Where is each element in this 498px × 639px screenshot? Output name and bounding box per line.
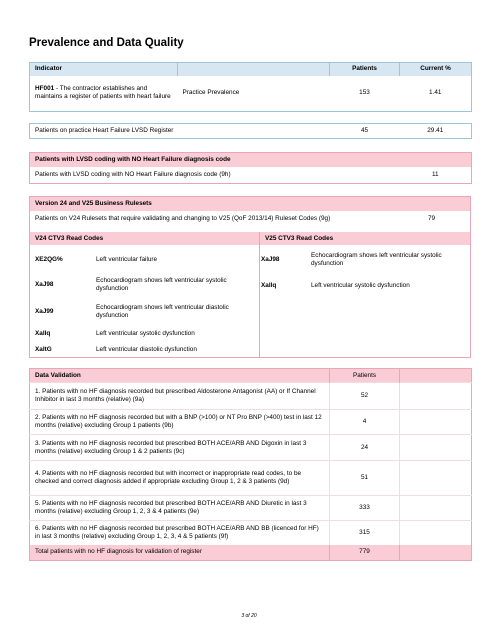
data-validation-table xyxy=(29,368,472,561)
register-table xyxy=(29,123,472,139)
ruleset-section xyxy=(29,196,471,358)
ruleset-header: Version 24 and V25 Business Rulesets xyxy=(30,197,470,211)
ruleset-value: 79 xyxy=(428,215,436,222)
indicator-current: 1.41 xyxy=(429,89,442,97)
validation-value: 315 xyxy=(330,521,400,545)
data-validation-patients-header: Patients xyxy=(330,369,400,383)
v25-header: V25 CTV3 Read Codes xyxy=(260,232,470,245)
validation-value: 333 xyxy=(330,496,400,521)
table-row xyxy=(30,496,472,521)
v24-code: XaltG xyxy=(35,346,52,353)
validation-empty xyxy=(400,383,472,410)
v24-desc: Left ventricular failure xyxy=(96,256,158,263)
validation-text: 6. Patients with no HF diagnosis recorded but prescribed BOTH ACE/ARB AND BB (licenced for HF) in last 3 months (relative) excluding Group 1, 2, 3, 4 & 5 patients (9f) xyxy=(30,521,330,545)
lvsd-header-row xyxy=(30,153,472,167)
v24-header: V24 CTV3 Read Codes xyxy=(30,232,259,245)
indicator-text: - The contractor establishes and maintains a register of patients with heart failure xyxy=(35,85,171,101)
lvsd-value: 11 xyxy=(431,170,439,178)
total-row xyxy=(30,545,472,561)
register-patients: 45 xyxy=(360,127,369,134)
lvsd-table xyxy=(29,152,472,184)
indicator-name-header xyxy=(178,63,330,76)
indicator-description xyxy=(30,76,178,112)
indicator-code: HF001 xyxy=(35,85,55,93)
total-value: 779 xyxy=(330,545,400,561)
validation-value: 52 xyxy=(330,383,400,410)
indicator-header: Indicator xyxy=(30,63,178,76)
ruleset-label: Patients on V24 Rulesets that require validating and changing to V25 (QoF 2013/14) Ruleset Codes (9g) xyxy=(35,215,331,222)
lvsd-label: Patients with LVSD coding with NO Heart Failure diagnosis code (9h) xyxy=(35,170,231,178)
v25-code: XaJ98 xyxy=(261,256,280,263)
validation-text: 2. Patients with no HF diagnosis recorded but with a BNP (>100) or NT Pro BNP (>400) test in last 12 months (relative) excluding Group 1 patients (9b) xyxy=(30,410,330,435)
v25-desc: Echocardiogram shows left ventricular systolic dysfunction xyxy=(311,252,442,267)
validation-text: 4. Patients with no HF diagnosis recorded but with incorrect or inappropriate read codes, to be checked and correct diagnosis added if appropriate excluding Group 1, 2 & 3 patients (9d) xyxy=(30,461,330,496)
indicator-name: Practice Prevalence xyxy=(182,89,240,97)
v24-code: XaJ99 xyxy=(35,308,54,315)
indicator-header-row xyxy=(30,63,472,76)
v25-desc: Left ventricular systolic dysfunction xyxy=(311,282,410,289)
v24-code: XaJ98 xyxy=(35,281,54,288)
v24-desc: Echocardiogram shows left ventricular systolic dysfunction xyxy=(96,277,227,292)
indicator-patients: 153 xyxy=(359,89,370,97)
total-label: Total patients with no HF diagnosis for validation of register xyxy=(30,545,330,561)
register-row xyxy=(30,124,472,139)
page-title: Prevalence and Data Quality xyxy=(29,37,184,49)
table-row xyxy=(30,410,472,435)
data-validation-header: Data Validation xyxy=(30,369,330,383)
current-percent-header: Current % xyxy=(400,63,472,76)
v24-desc: Echocardiogram shows left ventricular diastolic dysfunction xyxy=(96,304,229,319)
register-label: Patients on practice Heart Failure LVSD Register xyxy=(35,127,174,134)
validation-empty xyxy=(400,496,472,521)
lvsd-header: Patients with LVSD coding with NO Heart Failure diagnosis code xyxy=(30,153,472,167)
data-validation-empty-header xyxy=(400,369,472,383)
validation-text: 5. Patients with no HF diagnosis recorded but prescribed BOTH ACE/ARB AND Diuretic in last 3 months (relative) excluding Group 1, 2, 3 & 4 patients (9e) xyxy=(30,496,330,521)
lvsd-row xyxy=(30,167,472,184)
table-row xyxy=(30,461,472,496)
validation-value: 24 xyxy=(330,435,400,461)
validation-text: 3. Patients with no HF diagnosis recorded but prescribed BOTH ACE/ARB AND Digoxin in last 3 months (relative) excluding Group 1 & 2 patients (9c) xyxy=(30,435,330,461)
validation-empty xyxy=(400,521,472,545)
validation-empty xyxy=(400,410,472,435)
table-row xyxy=(30,435,472,461)
validation-empty xyxy=(400,435,472,461)
patients-header: Patients xyxy=(330,63,400,76)
v24-desc: Left ventricular systolic dysfunction xyxy=(96,330,195,337)
validation-text: 1. Patients with no HF diagnosis recorded but prescribed Aldosterone Antagonist (AA) or If Channel Inhibitor in last 3 months (relative) (9a) xyxy=(30,383,330,410)
indicator-table xyxy=(29,62,472,112)
table-row xyxy=(30,521,472,545)
column-divider xyxy=(259,232,260,358)
table-row xyxy=(30,383,472,410)
register-current: 29.41 xyxy=(427,127,444,134)
validation-empty xyxy=(400,461,472,496)
page-number: 3 of 20 xyxy=(241,613,257,619)
indicator-row xyxy=(30,76,472,112)
v25-code: Xallq xyxy=(261,282,277,289)
v24-code: XE2QG% xyxy=(35,256,63,263)
validation-value: 51 xyxy=(330,461,400,496)
v24-code: Xallq xyxy=(35,330,51,337)
data-validation-header-row xyxy=(30,369,472,383)
total-empty xyxy=(400,545,472,561)
v24-desc: Left ventricular diastolic dysfunction xyxy=(96,346,197,353)
validation-value: 4 xyxy=(330,410,400,435)
